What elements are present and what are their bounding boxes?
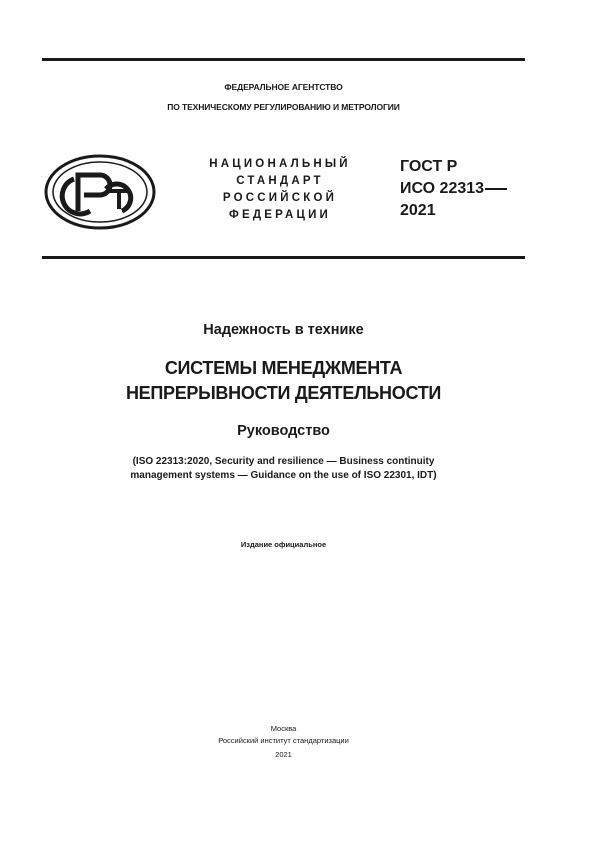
- code-number: ИСО 22313: [400, 180, 485, 197]
- code-dash: [485, 188, 507, 190]
- title-line-2: НЕПРЕРЫВНОСТИ ДЕЯТЕЛЬНОСТИ: [125, 383, 442, 403]
- standard-type-line: РОССИЙСКОЙ: [222, 192, 338, 204]
- standard-type-line: СТАНДАРТ: [236, 175, 324, 187]
- imprint-year: 2021: [275, 750, 292, 759]
- top-rule: [42, 58, 525, 61]
- imprint-publisher: Российский институт стандартизации: [218, 736, 349, 745]
- standard-type-line: НАЦИОНАЛЬНЫЙ: [209, 158, 351, 170]
- international-reference-line-1: (ISO 22313:2020, Security and resilience — Business continuity: [132, 456, 435, 467]
- international-reference-line-2: management systems — Guidance on the use of ISO 22301, IDT): [130, 470, 437, 481]
- agency-line-1: ФЕДЕРАЛЬНОЕ АГЕНТСТВО: [224, 82, 343, 92]
- code-year: 2021: [400, 202, 436, 219]
- title-line-1: СИСТЕМЫ МЕНЕДЖМЕНТА: [164, 358, 403, 378]
- code-line-1: ГОСТ Р: [400, 158, 458, 175]
- standard-code-block: [400, 156, 507, 222]
- standard-type-block: [190, 156, 370, 224]
- standard-type-line: ФЕДЕРАЦИИ: [228, 209, 332, 221]
- middle-rule: [42, 256, 525, 259]
- document-type: Руководство: [237, 423, 330, 439]
- code-line-2: [400, 178, 507, 200]
- agency-line-2: ПО ТЕХНИЧЕСКОМУ РЕГУЛИРОВАНИЮ И МЕТРОЛОГИИ: [167, 102, 400, 112]
- imprint-city: Москва: [270, 724, 297, 733]
- subject-heading: Надежность в технике: [203, 322, 364, 338]
- gost-r-emblem-icon: [44, 153, 156, 231]
- edition-note: Издание официальное: [240, 540, 327, 549]
